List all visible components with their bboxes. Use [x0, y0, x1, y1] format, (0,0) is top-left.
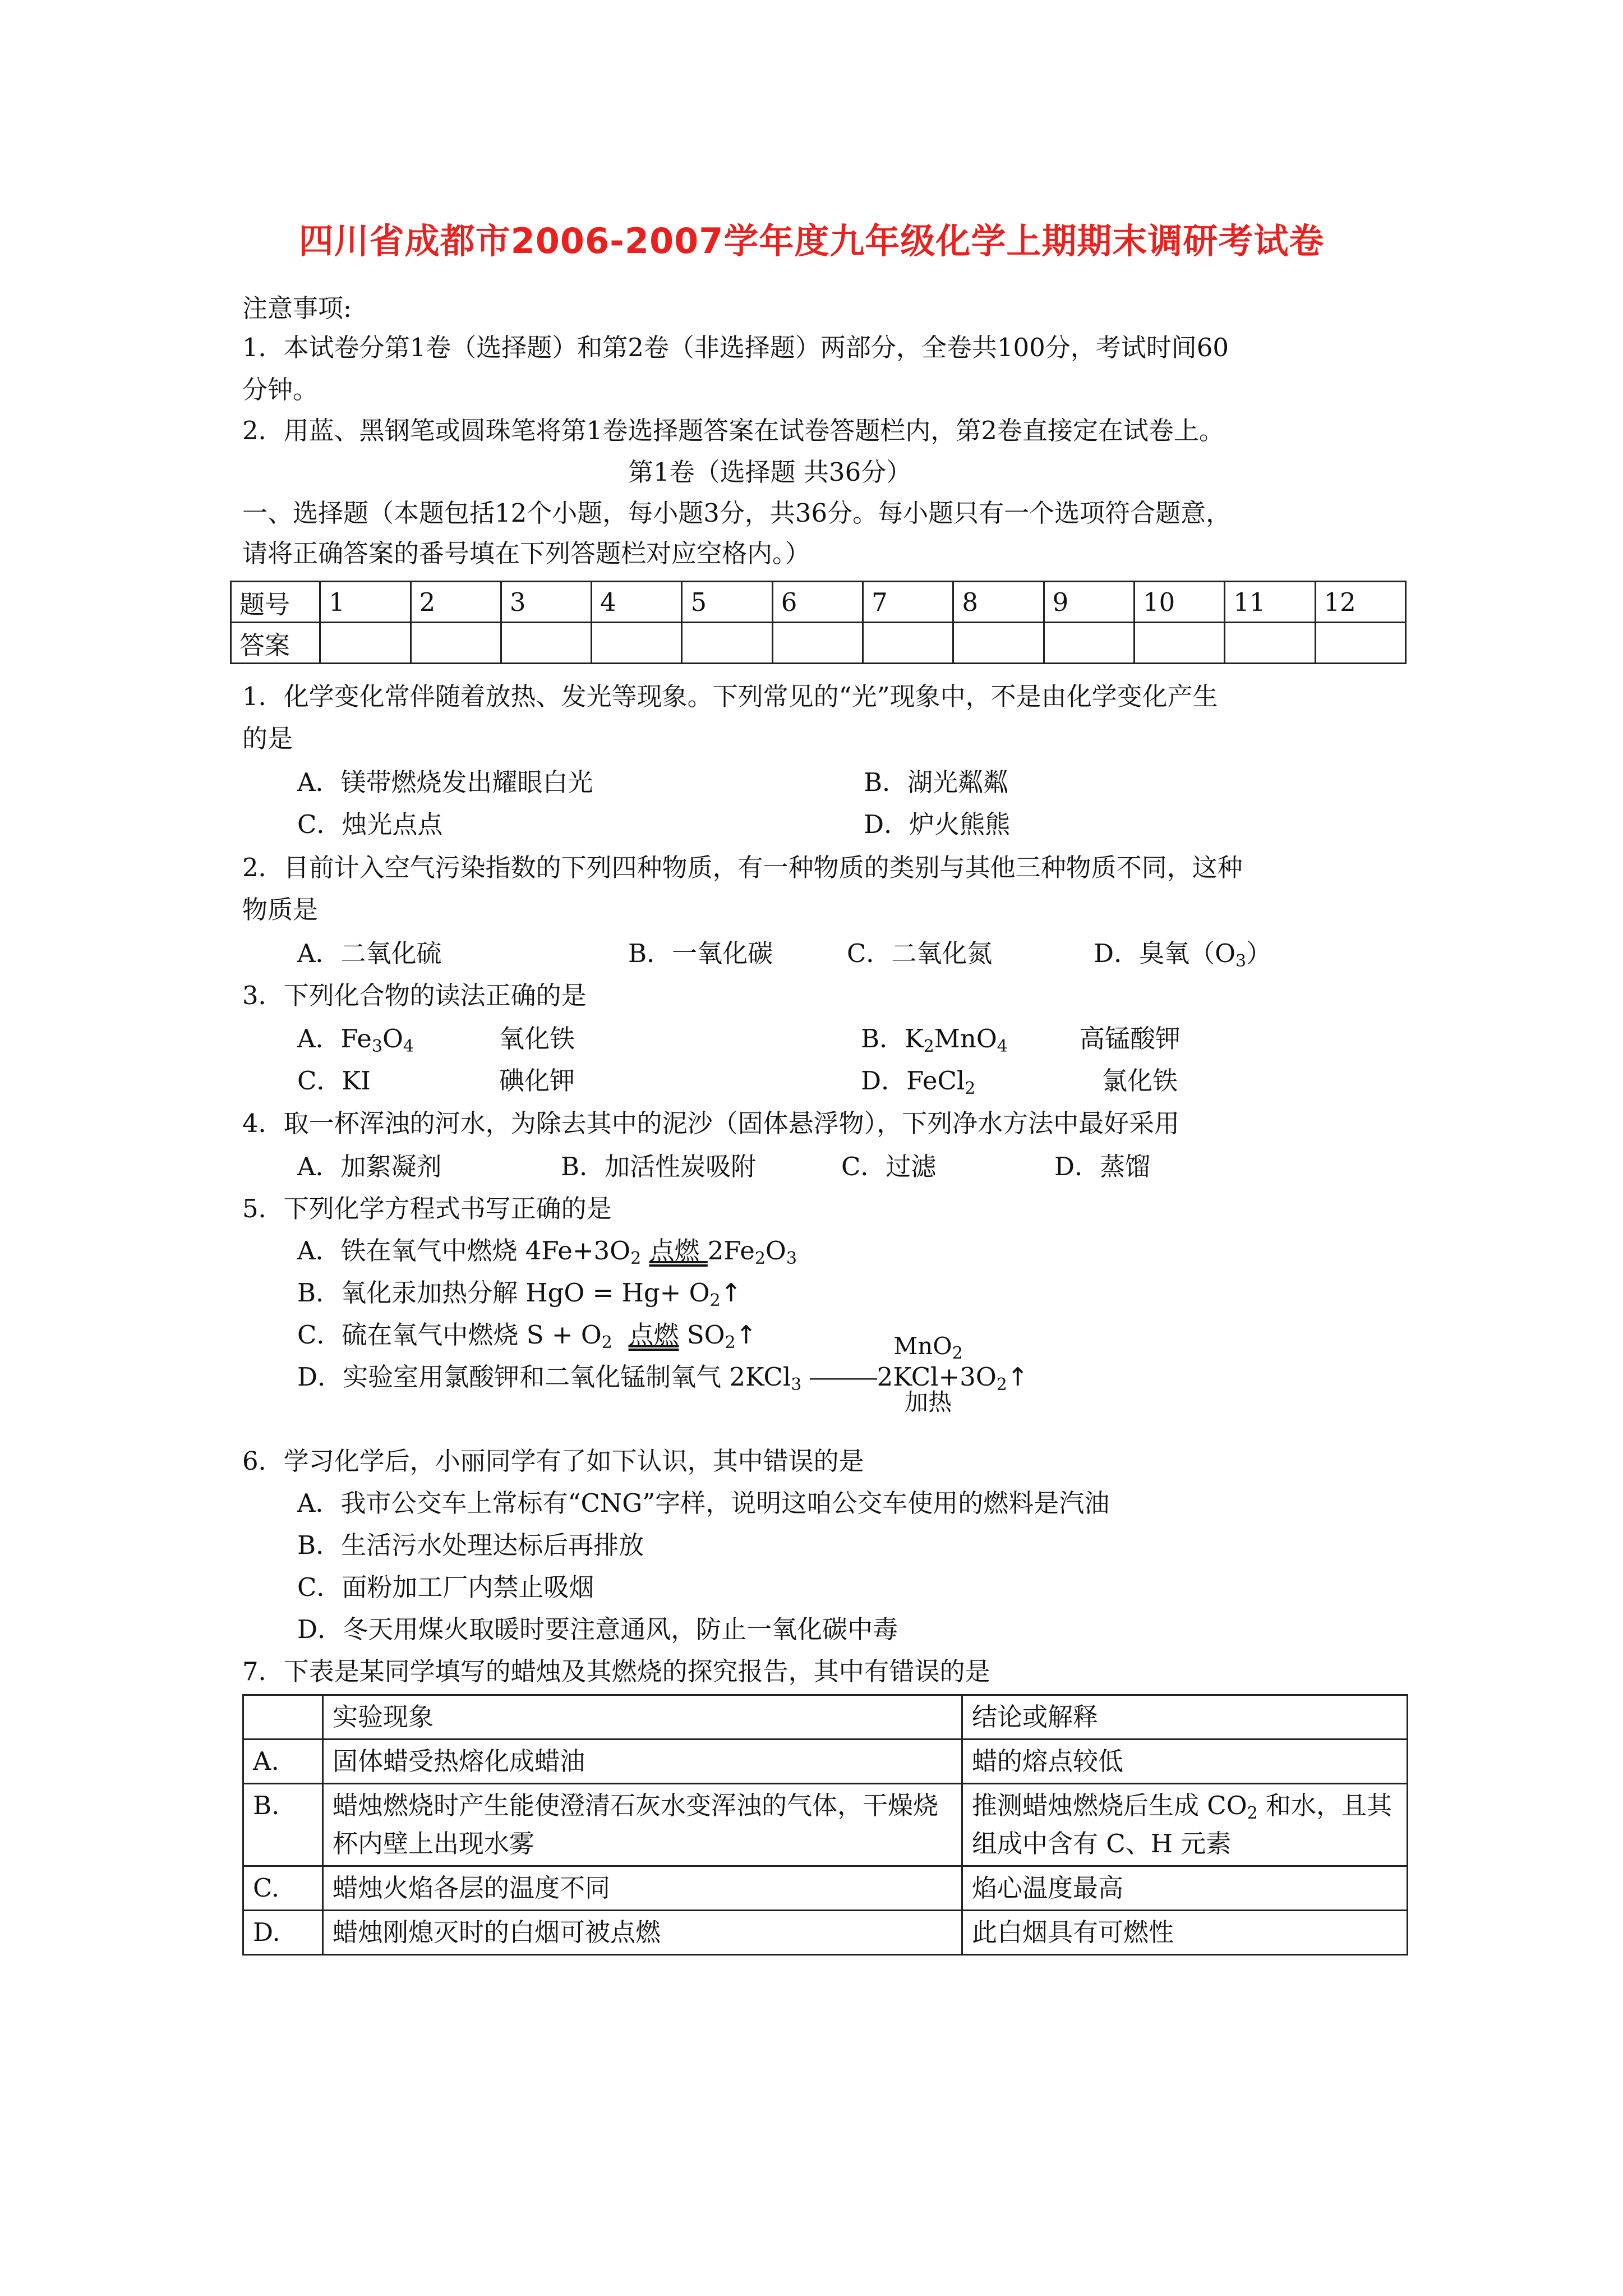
q6-stem: 6．学习化学后，小丽同学有了如下认识，其中错误的是: [242, 1446, 864, 1476]
row-phenomenon: 蜡烛刚熄灭时的白烟可被点燃: [323, 1911, 962, 1955]
question-number: 12: [1315, 582, 1405, 623]
q3-option-d: D．FeCl$_2$: [861, 1066, 976, 1098]
row-label: D.: [243, 1911, 323, 1955]
question-number: 5: [682, 582, 772, 623]
q1-option-b: B．湖光粼粼: [864, 767, 1009, 797]
q5-option-a: A．铁在氧气中燃烧 $4Fe+3O_2$ 点燃 $2Fe_2O_3$: [297, 1236, 797, 1268]
question-number: 3: [501, 582, 591, 623]
q2-option-d: D．臭氧$(O_3)$: [1094, 938, 1272, 971]
q2-stem: 2．目前计入空气污染指数的下列四种物质，有一种物质的类别与其他三种物质不同，这种: [242, 853, 1243, 882]
question-number: 1: [320, 582, 411, 623]
answer-table-number-row: [231, 582, 1406, 623]
answer-cell[interactable]: [682, 623, 772, 664]
row-conclusion: 此白烟具有可燃性: [962, 1911, 1408, 1955]
experiment-row: [243, 1866, 1408, 1911]
q5-heat-condition: 加热: [904, 1388, 952, 1416]
answer-cell[interactable]: [592, 623, 682, 664]
row-phenomenon: 蜡烛火焰各层的温度不同: [323, 1866, 962, 1911]
section-intro-cont: 请将正确答案的番号填在下列答题栏对应空格内。）: [242, 539, 810, 568]
q1-stem: 1．化学变化常伴随着放热、发光等现象。下列常见的“光”现象中，不是由化学变化产生: [242, 682, 1218, 711]
q1-option-a: A．镁带燃烧发出耀眼白光: [297, 767, 593, 797]
question-number: 4: [592, 582, 682, 623]
answer-table-answer-row: [231, 623, 1406, 664]
q5-option-c: C．硫在氧气中燃烧 $S + O_2$ 点燃 $SO_2↑$: [297, 1320, 757, 1352]
notes-item-1-cont: 分钟。: [242, 375, 319, 404]
answer-cell[interactable]: [953, 623, 1044, 664]
experiment-row: [243, 1911, 1408, 1955]
notes-item-1: 1．本试卷分第1卷（选择题）和第2卷（非选择题）两部分，全卷共100分，考试时间60: [242, 333, 1229, 362]
q6-option-b: B．生活污水处理达标后再排放: [297, 1530, 644, 1560]
conclusion-header: 结论或解释: [962, 1695, 1408, 1740]
section-intro: 一、选择题（本题包括12个小题，每小题3分，共36分。每小题只有一个选项符合题意，: [242, 498, 1232, 528]
row-phenomenon: 蜡烛燃烧时产生能使澄清石灰水变浑浊的气体，干燥烧杯内壁上出现水雾: [323, 1784, 962, 1866]
q1-option-c: C．烛光点点: [297, 809, 443, 839]
question-number: 11: [1225, 582, 1315, 623]
question-number: 10: [1134, 582, 1224, 623]
experiment-row: [243, 1740, 1408, 1784]
experiment-table-header: [243, 1695, 1408, 1740]
q3-option-c: C．KI: [297, 1066, 371, 1096]
q6-option-d: D．冬天用煤火取暖时要注意通风，防止一氧化碳中毒: [297, 1614, 898, 1644]
q3-option-d-name: 氯化铁: [1102, 1066, 1178, 1096]
q4-option-c: C．过滤: [841, 1152, 937, 1181]
notes-item-2: 2．用蓝、黑钢笔或圆珠笔将第1卷选择题答案在试卷答题栏内，第2卷直接定在试卷上。: [242, 416, 1224, 445]
q6-option-c: C．面粉加工厂内禁止吸烟: [297, 1572, 594, 1602]
q4-stem: 4．取一杯浑浊的河水，为除去其中的泥沙（固体悬浮物），下列净水方法中最好采用: [242, 1108, 1180, 1138]
answer-table-label: 题号: [231, 582, 320, 623]
answer-table-label: 答案: [231, 623, 320, 664]
row-conclusion: 推测蜡烛燃烧后生成 $CO_2$ 和水，且其组成中含有 C、H 元素: [962, 1784, 1408, 1866]
q3-option-b: B．$K_2MnO_4$: [861, 1024, 1008, 1056]
answer-cell[interactable]: [411, 623, 501, 664]
page-title: 四川省成都市2006-2007学年度九年级化学上期期末调研考试卷: [298, 220, 1325, 261]
question-number: 6: [772, 582, 863, 623]
q7-stem: 7．下表是某同学填写的蜡烛及其燃烧的探究报告，其中有错误的是: [242, 1657, 990, 1686]
notes-heading: 注意事项:: [242, 293, 352, 323]
q4-option-d: D．蒸馏: [1054, 1152, 1151, 1181]
q5-catalyst: MnO$_2$: [893, 1332, 963, 1363]
q2-option-c: C．二氧化氮: [847, 938, 993, 968]
question-number: 7: [863, 582, 953, 623]
question-number: 2: [411, 582, 501, 623]
q3-option-c-name: 碘化钾: [499, 1066, 575, 1096]
q1-stem-cont: 的是: [242, 724, 293, 753]
row-conclusion: 蜡的熔点较低: [962, 1740, 1408, 1784]
row-conclusion: 焰心温度最高: [962, 1866, 1408, 1911]
q4-option-a: A．加絮凝剂: [297, 1152, 442, 1181]
q2-option-a: A．二氧化硫: [297, 938, 442, 968]
q4-option-b: B．加活性炭吸附: [561, 1152, 757, 1181]
question-number: 9: [1044, 582, 1134, 623]
phenomenon-header: 实验现象: [323, 1695, 962, 1740]
answer-cell[interactable]: [863, 623, 953, 664]
up-arrow-icon: ↑: [735, 1320, 757, 1350]
answer-cell[interactable]: [772, 623, 863, 664]
q2-stem-cont: 物质是: [242, 895, 319, 924]
answer-cell[interactable]: [320, 623, 411, 664]
answer-cell[interactable]: [1044, 623, 1134, 664]
experiment-label-header: [243, 1695, 323, 1740]
q6-option-a: A．我市公交车上常标有“CNG”字样，说明这咱公交车使用的燃料是汽油: [297, 1488, 1110, 1518]
row-phenomenon: 固体蜡受热熔化成蜡油: [323, 1740, 962, 1784]
q5-option-d: D．实验室用氯酸钾和二氧化锰制氧气 2KCl$_3$ $2KCl+3O_2↑$: [297, 1362, 1029, 1395]
row-label: A.: [243, 1740, 323, 1784]
answer-cell[interactable]: [1315, 623, 1405, 664]
answer-cell[interactable]: [1225, 623, 1315, 664]
up-arrow-icon: ↑: [1007, 1362, 1029, 1392]
q3-option-a-name: 氧化铁: [499, 1024, 575, 1053]
row-label: C.: [243, 1866, 323, 1911]
section-heading: 第1卷（选择题 共36分）: [628, 457, 912, 487]
up-arrow-icon: ↑: [720, 1278, 742, 1308]
q1-option-d: D．炉火熊熊: [864, 809, 1011, 839]
q3-option-a: A．$Fe_3O_4$: [297, 1024, 414, 1056]
row-label: B.: [243, 1784, 323, 1866]
q3-option-b-name: 高锰酸钾: [1080, 1024, 1181, 1053]
experiment-table: [242, 1694, 1408, 1955]
answer-cell[interactable]: [501, 623, 591, 664]
q3-stem: 3．下列化合物的读法正确的是: [242, 981, 587, 1010]
q5-stem: 5．下列化学方程式书写正确的是: [242, 1194, 612, 1223]
q2-option-b: B．一氧化碳: [628, 938, 773, 968]
answer-cell[interactable]: [1134, 623, 1224, 664]
q5-option-b: B．氧化汞加热分解 HgO = $Hg+ O_2↑$: [297, 1278, 742, 1310]
experiment-row: [243, 1784, 1408, 1866]
question-number: 8: [953, 582, 1044, 623]
answer-table: [230, 581, 1407, 664]
